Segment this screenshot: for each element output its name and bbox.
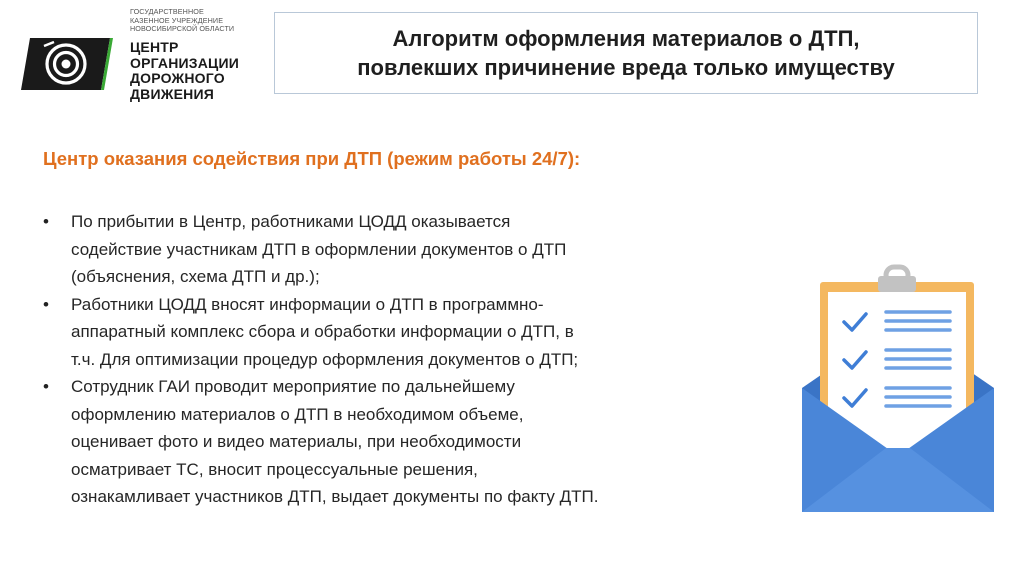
bullet-text-line: т.ч. Для оптимизации процедур оформления документов о ДТП; bbox=[71, 349, 579, 369]
logo bbox=[18, 7, 258, 102]
slide-title-line-2: повлекших причинение вреда только имуществу bbox=[357, 55, 895, 80]
bullet-marker: • bbox=[43, 377, 49, 396]
bullet-item bbox=[43, 208, 743, 291]
section-heading: Центр оказания содействия при ДТП (режим работы 24/7): bbox=[43, 148, 581, 169]
logo-small-line: НОВОСИБИРСКОЙ ОБЛАСТИ bbox=[130, 24, 235, 34]
bullet-marker: • bbox=[43, 294, 49, 314]
bullet-text-line: По прибытии в Центр, работниками ЦОДД оказывается bbox=[71, 212, 511, 231]
bullet-text-line: аппаратный комплекс сбора и обработки информации о ДТП, в bbox=[71, 322, 574, 341]
clipboard-checklist-envelope-icon bbox=[798, 264, 998, 514]
bullet-text-line: Работники ЦОДД вносят информации о ДТП в программно- bbox=[71, 294, 544, 314]
logo-org-name bbox=[130, 40, 239, 102]
bullet-list bbox=[43, 208, 743, 511]
slide-title-line-1: Алгоритм оформления материалов о ДТП, bbox=[392, 26, 860, 51]
logo-org-type bbox=[130, 8, 234, 34]
logo-big-line: ЦЕНТР bbox=[130, 39, 179, 55]
bullet-text-line: оценивает фото и видео материалы, при необходимости bbox=[71, 432, 522, 451]
logo-small-line: ГОСУДАРСТВЕННОЕ bbox=[130, 7, 204, 16]
logo-small-line: КАЗЕННОЕ УЧРЕЖДЕНИЕ bbox=[130, 15, 224, 25]
bullet-text-line: осматривает ТС, вносит процессуальные решения, bbox=[71, 459, 478, 479]
logo-big-line: ДОРОЖНОГО bbox=[130, 70, 225, 86]
bullet-item bbox=[43, 291, 743, 374]
bullet-text-line: оформлению материалов о ДТП в необходимом объеме, bbox=[71, 404, 524, 424]
bullet-item bbox=[43, 373, 743, 511]
logo-big-line: ДВИЖЕНИЯ bbox=[130, 85, 214, 102]
bullet-text-line: ознакамливает участников ДТП, выдает документы по факту ДТП. bbox=[71, 487, 599, 506]
bullet-text-line: содействие участникам ДТП в оформлении документов о ДТП bbox=[71, 239, 567, 259]
logo-big-line: ОРГАНИЗАЦИИ bbox=[130, 54, 239, 71]
slide-title bbox=[274, 12, 978, 94]
logo-mark-icon bbox=[18, 34, 113, 94]
bullet-text-line: Сотрудник ГАИ проводит мероприятие по дальнейшему bbox=[71, 377, 515, 396]
bullet-text-line: (объяснения, схема ДТП и др.); bbox=[71, 267, 320, 286]
bullet-marker: • bbox=[43, 212, 49, 231]
